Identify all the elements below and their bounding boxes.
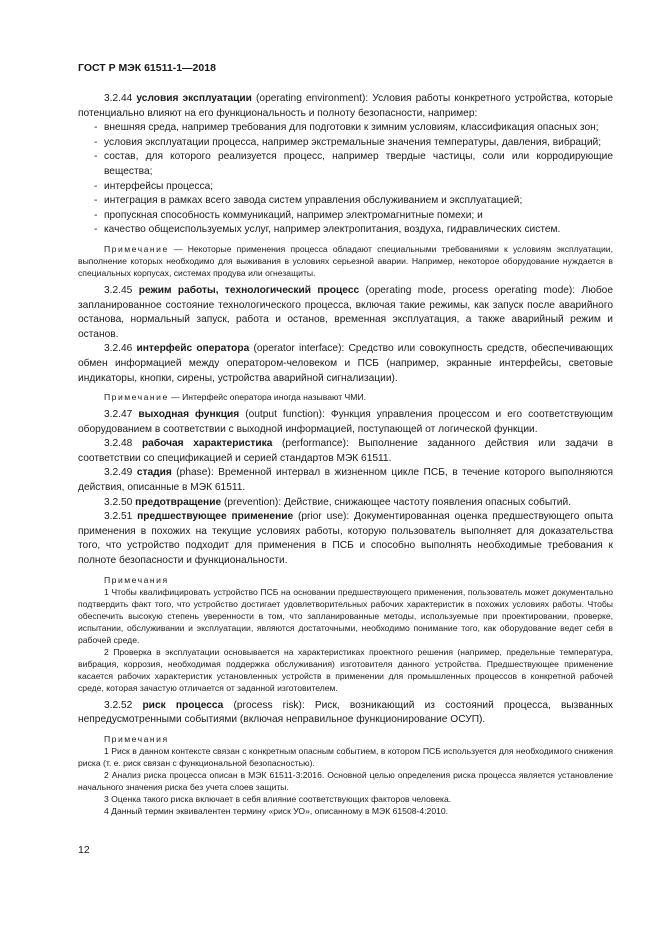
note-item: 2 Анализ риска процесса описан в МЭК 61511-3:2016. Основной целью определения риска процесса является установление начального значения риска без учета слоев защиты. bbox=[78, 769, 613, 792]
note bbox=[78, 391, 613, 403]
term-definition: (performance): Выполнение заданного действия или задачи в соответствии со спецификацией и серией стандартов МЭК 61511. bbox=[78, 438, 613, 464]
note-label: Примечание bbox=[104, 392, 169, 403]
notes-heading: Примечания bbox=[104, 733, 169, 744]
note-item: 2 Проверка в эксплуатации основывается на характеристиках проектного решения (например, предельные температура, вибрация, коррозия, необходимая поддержка обслуживания) изготовителя данного устройства. Предшествующее применение касается рабочих характеристик установленных устройств в применении для промышленных процессов в конкретной рабочей среде, которая зачастую отличается от заданной изготовителем. bbox=[78, 646, 613, 693]
clause-number: 3.2.45 bbox=[104, 284, 139, 296]
document-body bbox=[78, 92, 613, 817]
clause-number: 3.2.48 bbox=[104, 438, 142, 450]
term-title: режим работы, технологический процесс bbox=[138, 284, 360, 296]
term-3-2-52 bbox=[78, 699, 613, 728]
note-item: 3 Оценка такого риска включает в себя влияние соответствующих факторов человека. bbox=[104, 793, 452, 804]
clause-number: 3.2.46 bbox=[104, 343, 137, 355]
clause-number: 3.2.44 bbox=[104, 93, 137, 104]
term-definition: (operating mode, process operating mode): Любое запланированное состояние технологического процесса, включая такие режимы, как запуск после аварийного останова, нормальный запуск, работа и останов, временная эксплуатация, а также аварийный режим и останов. bbox=[78, 284, 613, 340]
clause-number: 3.2.50 bbox=[104, 496, 136, 508]
term-3-2-46 bbox=[78, 342, 613, 386]
list-item: - пропускная способность коммуникаций, например электромагнитные помехи; и bbox=[94, 209, 483, 221]
list-item: - интеграция в рамках всего завода систем управления обслуживанием и эксплуатацией; bbox=[94, 195, 523, 207]
term-definition: (phase): Временной интервал в жизненном цикле ПСБ, в течение которого выполняются действия, описанные в МЭК 61511. bbox=[78, 467, 613, 494]
term-definition: (prior use): Документированная оценка предшествующего опыта применения в похожих на текущие условиях работы, которую пользователь выполняет для доказательства того, что устройство подходит для применения в ПСБ и способно выполнять необходимые требования к полноте безопасности и функциональности. bbox=[78, 511, 614, 567]
document-header: ГОСТ Р МЭК 61511-1—2018 bbox=[78, 62, 216, 74]
note-text: — Некоторые применения процесса обладают специальными требованиями к условиям эксплуатации, выполнение которых необходимо для выживания в условиях серьезной аварии. Например, некоторое оборудование нуждается в специальных корпусах, системах продува или огнезащиты. bbox=[78, 243, 613, 278]
term-title: предотвращение bbox=[135, 496, 222, 508]
page-number: 12 bbox=[78, 844, 90, 856]
term-definition: (prevention): Действие, снижающее частоту появления опасных событий. bbox=[221, 496, 572, 508]
list-item: - интерфейсы процесса; bbox=[94, 180, 214, 192]
note-item: 1 Риск в данном контексте связан с конкретным опасным событием, в котором ПСБ используется для необходимого снижения риска (т. е. риск связан с функциональной безопасностью). bbox=[78, 745, 613, 768]
term-title: условия эксплуатации bbox=[136, 93, 252, 104]
note-item: 4 Данный термин эквивалентен термину «риск УО», описанному в МЭК 61508-4:2010. bbox=[104, 805, 449, 816]
term-title: риск процесса bbox=[142, 699, 224, 711]
term-definition: (output function): Функция управления процессом и его соответствующим оборудованием в соответствии с выходной информацией, поступающей от логической функции. bbox=[78, 409, 613, 435]
clause-number: 3.2.51 bbox=[104, 511, 138, 523]
term-title: интерфейс оператора bbox=[136, 343, 250, 355]
term-title: стадия bbox=[136, 467, 172, 479]
note-item: 1 Чтобы квалифицировать устройство ПСБ на основании предшествующего применения, пользователь может документально подтвердить факт того, что устройство достигает удовлетворительных рабочих характеристик в похожих условиях работы. Чтобы обеспечить высокую степень уверенности в том, что запланированные методы, используемые при проектировании, проверке, испытании, обслуживании и эксплуатации, являются достаточными, необходимо понимание того, как оборудование ведет себя в рабочей среде. bbox=[78, 586, 613, 645]
note-text: — Интерфейс оператора иногда называют ЧМИ. bbox=[168, 392, 367, 403]
clause-number: 3.2.52 bbox=[104, 699, 143, 711]
term-title: выходная функция bbox=[138, 409, 240, 421]
term-definition: (process risk): Риск, возникающий из состояний процесса, вызванных непредусмотренными событиями (включая неправильное функционирование ОСУП). bbox=[78, 699, 613, 726]
list-item: - внешняя среда, например требования для подготовки к зимним условиям, классификация опасных зон; bbox=[94, 122, 599, 134]
term-3-2-45 bbox=[78, 284, 613, 342]
term-3-2-49 bbox=[78, 466, 613, 495]
list-item: - условия эксплуатации процесса, например экстремальные значения температуры, давления, вибраций; bbox=[94, 136, 602, 148]
term-3-2-44 bbox=[78, 92, 613, 121]
list-item: - состав, для которого реализуется процесс, например твердые частицы, соли или корродирующие вещества; bbox=[94, 151, 613, 177]
notes-heading: Примечания bbox=[104, 574, 169, 585]
term-definition: (operating environment): Условия работы конкретного устройства, которые потенциально влияют на его функциональность и полноту безопасности, например: bbox=[78, 93, 614, 119]
term-3-2-51 bbox=[78, 510, 613, 568]
note bbox=[78, 243, 613, 279]
term-definition: (operator interface): Средство или совокупность средств, обеспечивающих обмен информацией между оператором-человеком и ПСБ (например, экранные интерфейсы, световые индикаторы, кнопки, сирены, устройства аварийной сигнализации). bbox=[78, 343, 613, 384]
list-item: - качество общеиспользуемых услуг, например электропитания, воздуха, гидравлических систем. bbox=[94, 224, 561, 236]
term-3-2-47 bbox=[78, 408, 613, 437]
term-3-2-50 bbox=[78, 496, 613, 511]
clause-number: 3.2.49 bbox=[104, 467, 137, 479]
term-3-2-48 bbox=[78, 437, 613, 466]
term-title: рабочая характеристика bbox=[141, 438, 273, 450]
term-title: предшествующее применение bbox=[137, 511, 294, 523]
clause-number: 3.2.47 bbox=[104, 409, 139, 421]
note-label: Примечание bbox=[104, 243, 169, 254]
